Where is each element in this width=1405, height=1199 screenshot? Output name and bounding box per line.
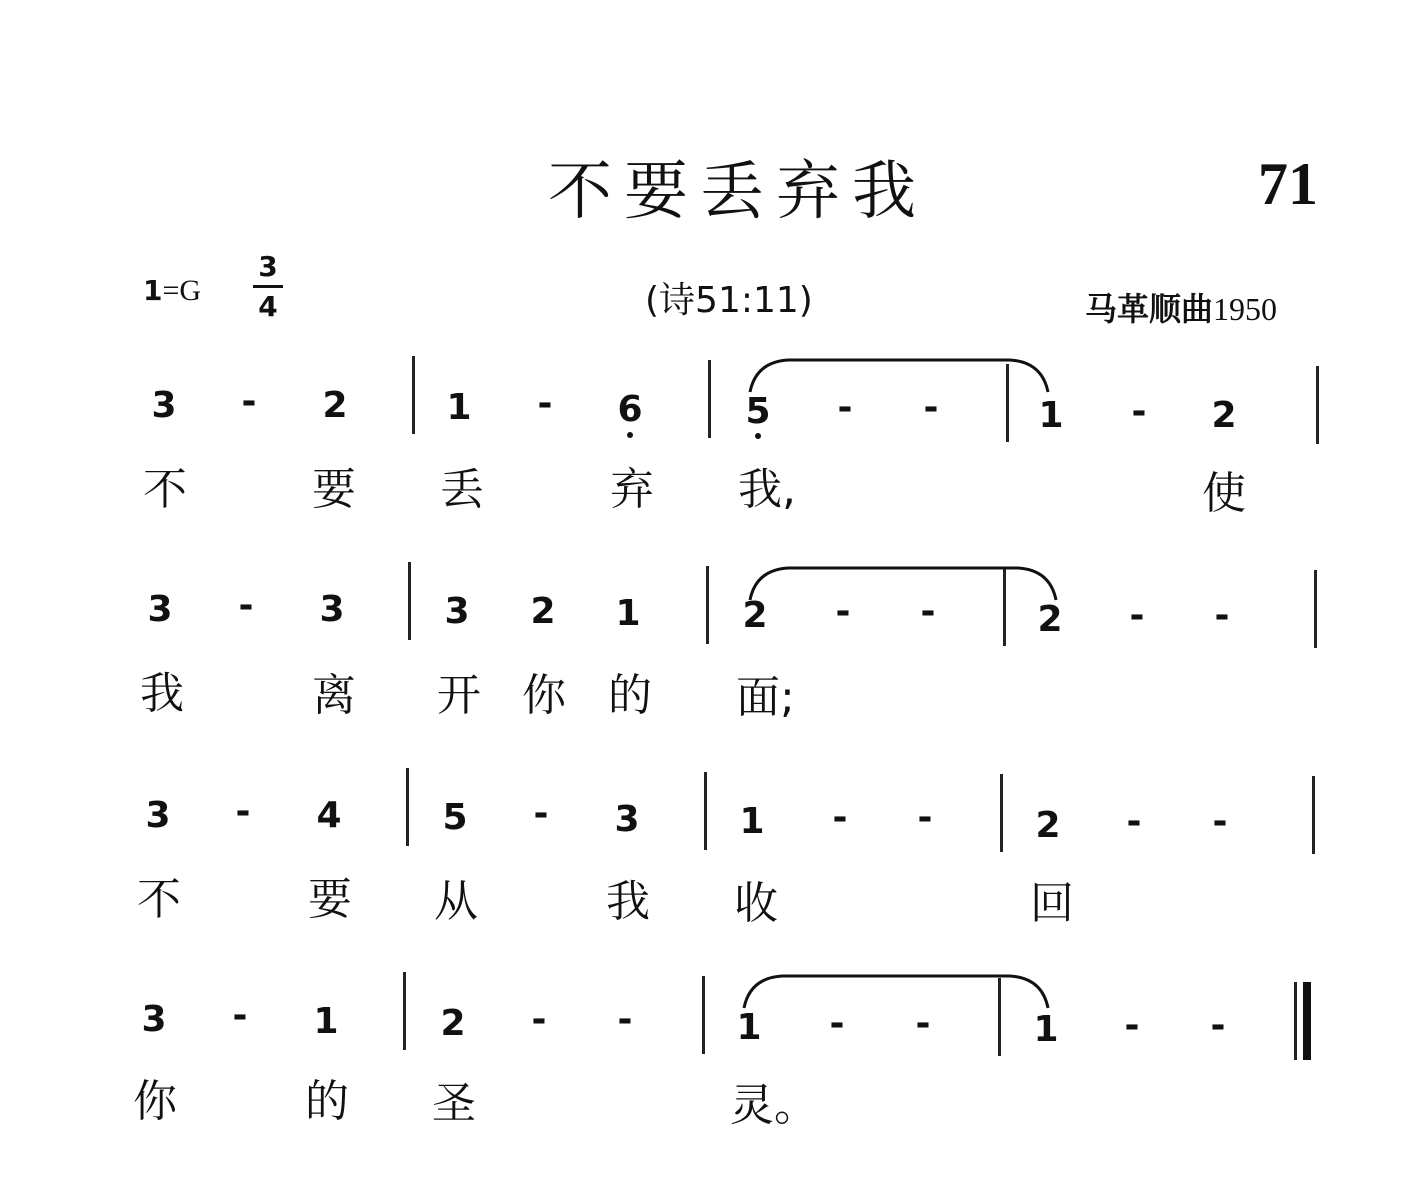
note: 3: [319, 589, 345, 630]
bar-line: [708, 360, 711, 438]
note-dash: -: [1131, 391, 1147, 432]
lyric: 要: [308, 874, 352, 925]
lyric: 离: [312, 670, 356, 721]
note-dash: -: [1129, 595, 1145, 636]
lyric: 我,: [738, 464, 796, 515]
lyric: 我: [140, 668, 184, 719]
low-octave-dot: [627, 432, 633, 438]
lyric: 从: [434, 876, 478, 927]
key-signature: [143, 274, 201, 308]
tie-arc: [742, 972, 1050, 1012]
note-dash: -: [1126, 801, 1142, 842]
note-dash: -: [1214, 595, 1230, 636]
time-signature-top: 3: [258, 250, 278, 283]
note-dash: -: [832, 797, 848, 838]
note-dash: -: [232, 995, 248, 1036]
lyric: 你: [522, 670, 566, 721]
note-dash: -: [238, 585, 254, 626]
lyric: 圣: [432, 1078, 476, 1129]
lyric: 面;: [736, 672, 795, 723]
note-dash: -: [837, 387, 853, 428]
note: 1: [1038, 395, 1064, 436]
note-dash: -: [829, 1003, 845, 1044]
note: 2: [1035, 805, 1061, 846]
note-dash: -: [917, 797, 933, 838]
tie-arc: [748, 564, 1058, 604]
note-dash: -: [1210, 1005, 1226, 1046]
lyric: 的: [305, 1076, 349, 1127]
note: 3: [147, 589, 173, 630]
note-dash: -: [617, 999, 633, 1040]
lyric: 不: [137, 874, 181, 925]
lyric: 使: [1202, 468, 1246, 519]
note-dash: -: [241, 381, 257, 422]
composer-year: 1950: [1213, 291, 1278, 327]
note: 2: [440, 1003, 466, 1044]
time-signature-line: [253, 285, 283, 288]
bar-line: [1314, 570, 1317, 648]
note: 1: [446, 387, 472, 428]
note-dash: -: [537, 383, 553, 424]
key-tonic-number: 1: [143, 274, 163, 307]
note-dash: -: [1212, 801, 1228, 842]
tie-arc: [748, 356, 1050, 396]
lyric: 的: [608, 670, 652, 721]
note: 3: [145, 795, 171, 836]
note: 1: [739, 801, 765, 842]
note-dash: -: [533, 793, 549, 834]
final-bar-thick: [1303, 982, 1311, 1060]
lyric: 丢: [440, 464, 484, 515]
bar-line: [704, 772, 707, 850]
note: 1: [615, 593, 641, 634]
note-dash: -: [531, 999, 547, 1040]
note: 2: [1211, 395, 1237, 436]
note-dash: -: [923, 387, 939, 428]
note: 3: [141, 999, 167, 1040]
bar-line: [1000, 774, 1003, 852]
lyric: 开: [437, 670, 481, 721]
note-dash: -: [915, 1003, 931, 1044]
time-signature: [253, 250, 283, 324]
note: 1: [1033, 1009, 1059, 1050]
bar-line: [403, 972, 406, 1050]
note: 3: [444, 591, 470, 632]
bar-line: [408, 562, 411, 640]
note: 2: [322, 385, 348, 426]
key-letter: =G: [162, 274, 202, 307]
note-dash: -: [1124, 1005, 1140, 1046]
note: 6: [617, 389, 643, 430]
note: 2: [1037, 599, 1063, 640]
note: 4: [316, 795, 342, 836]
note: 1: [313, 1001, 339, 1042]
lyric: 回: [1030, 878, 1074, 929]
bar-line: [702, 976, 705, 1054]
lyric: 弃: [610, 464, 654, 515]
lyric: 要: [312, 464, 356, 515]
lyric: 收: [734, 878, 778, 929]
song-title: 不要丢弃我: [548, 155, 928, 229]
scripture-reference: (诗51:11): [645, 280, 813, 321]
composer-credit: [1085, 284, 1277, 330]
note: 3: [151, 385, 177, 426]
lyric: 不: [143, 464, 187, 515]
note: 5: [442, 797, 468, 838]
time-signature-bottom: 4: [258, 290, 278, 323]
page-number: 71: [1258, 151, 1318, 217]
bar-line: [706, 566, 709, 644]
bar-line: [412, 356, 415, 434]
bar-line: [1316, 366, 1319, 444]
lyric: 灵。: [730, 1080, 818, 1131]
low-octave-dot: [755, 433, 761, 439]
lyric: 我: [606, 876, 650, 927]
note-dash: -: [835, 591, 851, 632]
bar-line: [1312, 776, 1315, 854]
bar-line: [406, 768, 409, 846]
composer-name: 马革顺曲: [1085, 290, 1214, 328]
note: 2: [742, 595, 768, 636]
note-dash: -: [235, 791, 251, 832]
note: 5: [745, 391, 771, 432]
note-dash: -: [920, 591, 936, 632]
note: 3: [614, 799, 640, 840]
note: 1: [736, 1007, 762, 1048]
lyric: 你: [133, 1076, 177, 1127]
final-bar-thin: [1294, 982, 1297, 1060]
note: 2: [530, 591, 556, 632]
